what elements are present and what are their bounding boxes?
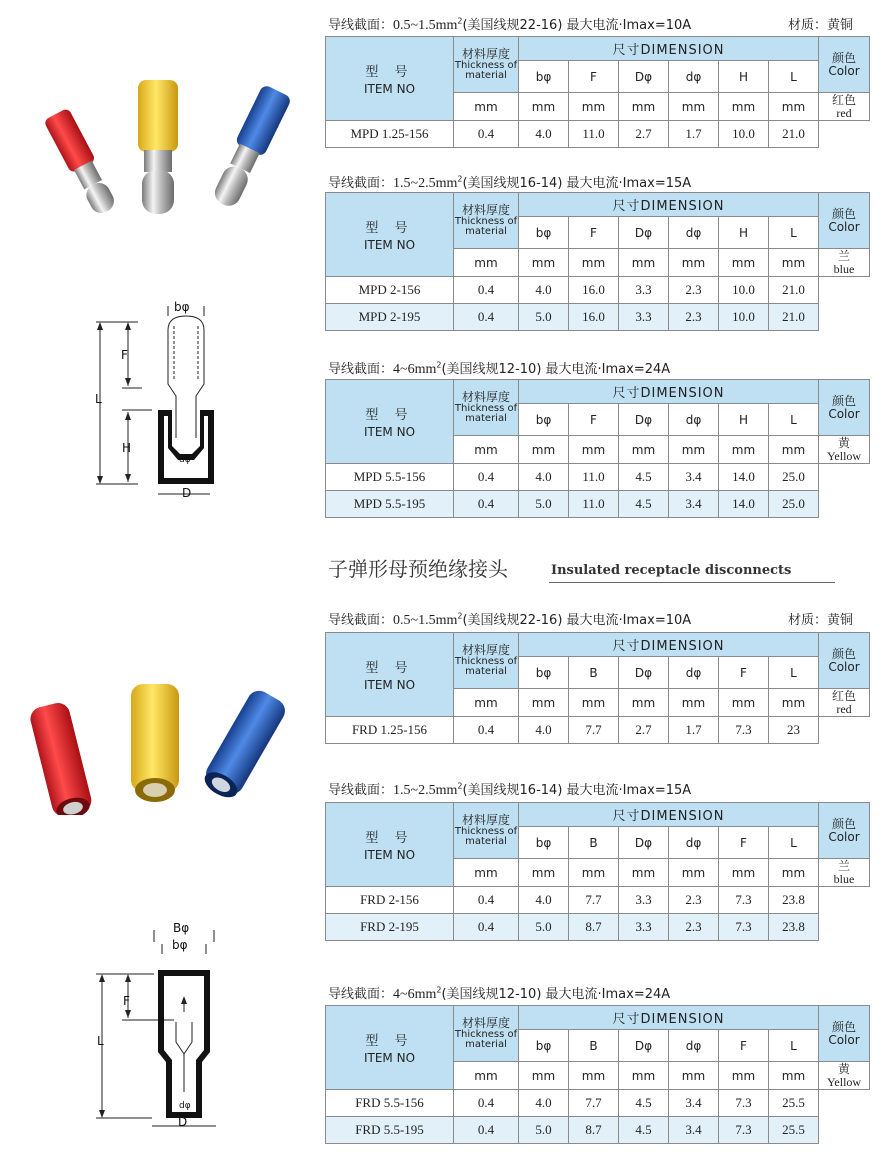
color-name-cn: 兰 xyxy=(837,249,850,263)
dimension-value: 25.0 xyxy=(769,491,819,518)
yellow-female-connector xyxy=(131,684,179,802)
unit-cell: mm xyxy=(619,1062,669,1090)
dimension-value: 4.0 xyxy=(519,717,569,744)
thickness-value: 0.4 xyxy=(454,914,519,941)
dimension-value: 4.0 xyxy=(519,464,569,491)
column-header-1: F xyxy=(569,217,619,249)
color-name-cn: 红色 xyxy=(831,689,856,703)
unit-cell: mm xyxy=(619,93,669,121)
female-section-title-2 xyxy=(328,779,691,799)
unit-cell: mm xyxy=(769,93,819,121)
column-header-1: F xyxy=(569,404,619,436)
thickness-value: 0.4 xyxy=(454,121,519,148)
material-label-male: 材质：黄铜 xyxy=(788,18,854,33)
item-number: MPD 5.5-195 xyxy=(326,491,454,518)
male-connectors-photo xyxy=(28,70,318,240)
unit-cell: mm xyxy=(769,249,819,277)
title-prefix: 导线截面： xyxy=(328,18,394,33)
unit-cell: mm xyxy=(719,859,769,887)
dimension-value: 3.3 xyxy=(619,914,669,941)
dimension-value: 7.3 xyxy=(719,1117,769,1144)
column-header-5: L xyxy=(769,217,819,249)
diagram-female-f-label: F xyxy=(123,994,130,1008)
column-header-0: bφ xyxy=(519,657,569,689)
dimension-header: 尺寸DIMENSION xyxy=(519,633,819,657)
thickness-header: 材料厚度 Thickness of material xyxy=(454,193,519,249)
column-header-4: F xyxy=(719,827,769,859)
dimension-value: 1.7 xyxy=(669,717,719,744)
dimension-value: 4.5 xyxy=(619,1090,669,1117)
red-female-connector xyxy=(28,700,95,815)
dimension-value: 3.4 xyxy=(669,1117,719,1144)
dimension-value: 10.0 xyxy=(719,304,769,331)
dimension-header: 尺寸DIMENSION xyxy=(519,1006,819,1030)
thickness-header: 材料厚度 Thickness of material xyxy=(454,37,519,93)
dimension-value: 21.0 xyxy=(769,121,819,148)
dimension-value: 11.0 xyxy=(569,464,619,491)
item-number: MPD 5.5-156 xyxy=(326,464,454,491)
color-header: 颜色 Color xyxy=(819,633,870,689)
color-cell xyxy=(819,93,870,121)
table-row xyxy=(326,464,870,491)
color-name-en: red xyxy=(836,702,852,716)
title-range: 1.5~2.5mm xyxy=(393,783,458,798)
color-cell xyxy=(819,249,870,277)
unit-cell: mm xyxy=(569,1062,619,1090)
unit-cell: mm xyxy=(519,249,569,277)
column-header-2: Dφ xyxy=(619,61,669,93)
unit-cell: mm xyxy=(454,859,519,887)
title-awg: (美国线规12-10) xyxy=(441,362,542,377)
column-header-0: bφ xyxy=(519,217,569,249)
dimension-value: 3.4 xyxy=(669,1090,719,1117)
table-row xyxy=(326,1090,870,1117)
color-cell xyxy=(819,859,870,887)
unit-cell: mm xyxy=(519,93,569,121)
column-header-1: B xyxy=(569,1030,619,1062)
unit-cell: mm xyxy=(454,1062,519,1090)
dimension-value: 14.0 xyxy=(719,491,769,518)
title-range: 0.5~1.5mm xyxy=(393,613,458,628)
title-awg: (美国线规16-14) xyxy=(462,783,563,798)
thickness-header: 材料厚度 Thickness of material xyxy=(454,380,519,436)
blue-female-connector xyxy=(199,686,290,803)
female-dimension-drawing xyxy=(92,922,222,1132)
material-label-female: 材质：黄铜 xyxy=(788,613,854,628)
color-name-en: Yellow xyxy=(826,1075,862,1089)
dimension-value: 4.0 xyxy=(519,277,569,304)
unit-cell: mm xyxy=(669,436,719,464)
red-male-connector xyxy=(43,108,119,218)
unit-cell: mm xyxy=(569,859,619,887)
dimension-value: 3.3 xyxy=(619,277,669,304)
column-header-4: F xyxy=(719,1030,769,1062)
dimension-value: 23.8 xyxy=(769,914,819,941)
item-number: MPD 2-156 xyxy=(326,277,454,304)
table-row xyxy=(326,717,870,744)
male-spec-table-2 xyxy=(325,192,870,331)
female-spec-table-2 xyxy=(325,802,870,941)
column-header-5: L xyxy=(769,404,819,436)
dimension-value: 11.0 xyxy=(569,491,619,518)
dimension-value: 23 xyxy=(769,717,819,744)
column-header-4: H xyxy=(719,217,769,249)
thickness-header: 材料厚度 Thickness of material xyxy=(454,803,519,859)
dimension-value: 3.3 xyxy=(619,887,669,914)
column-header-0: bφ xyxy=(519,827,569,859)
unit-cell: mm xyxy=(519,436,569,464)
dimension-value: 23.8 xyxy=(769,887,819,914)
unit-cell: mm xyxy=(519,689,569,717)
column-header-3: dφ xyxy=(669,61,719,93)
column-header-3: dφ xyxy=(669,217,719,249)
item-no-header: 型 号 ITEM NO xyxy=(326,1006,454,1090)
title-sup: 2 xyxy=(457,611,463,621)
color-name-en: blue xyxy=(833,872,855,886)
table-row xyxy=(326,121,870,148)
unit-cell: mm xyxy=(769,1062,819,1090)
color-name-cn: 黄 xyxy=(837,436,850,450)
dimension-value: 25.5 xyxy=(769,1090,819,1117)
color-header: 颜色 Color xyxy=(819,380,870,436)
dimension-value: 8.7 xyxy=(569,1117,619,1144)
unit-cell: mm xyxy=(569,689,619,717)
dimension-value: 1.7 xyxy=(669,121,719,148)
male-section-title-1 xyxy=(328,14,691,34)
title-current: 最大电流·Imax=24A xyxy=(545,987,671,1002)
column-header-3: dφ xyxy=(669,657,719,689)
unit-cell: mm xyxy=(769,859,819,887)
item-number: FRD 5.5-195 xyxy=(326,1117,454,1144)
male-dimension-drawing xyxy=(92,300,222,500)
unit-cell: mm xyxy=(769,436,819,464)
blue-male-connector xyxy=(208,84,292,211)
title-range: 0.5~1.5mm xyxy=(393,18,458,33)
column-header-1: F xyxy=(569,61,619,93)
dimension-value: 5.0 xyxy=(519,304,569,331)
dimension-header: 尺寸DIMENSION xyxy=(519,803,819,827)
female-spec-table-1 xyxy=(325,632,870,744)
unit-cell: mm xyxy=(454,93,519,121)
item-no-header: 型 号 ITEM NO xyxy=(326,380,454,464)
title-awg: (美国线规22-16) xyxy=(462,18,563,33)
unit-cell: mm xyxy=(669,1062,719,1090)
unit-cell: mm xyxy=(719,93,769,121)
dimension-value: 5.0 xyxy=(519,914,569,941)
title-prefix: 导线截面： xyxy=(328,613,394,628)
dimension-value: 3.3 xyxy=(619,304,669,331)
dimension-value: 16.0 xyxy=(569,304,619,331)
column-header-4: H xyxy=(719,61,769,93)
unit-cell: mm xyxy=(569,249,619,277)
dimension-value: 25.0 xyxy=(769,464,819,491)
diagram-male-d-small-label: dφ xyxy=(179,455,191,465)
unit-cell: mm xyxy=(719,436,769,464)
diagram-male-h-label: H xyxy=(122,441,132,455)
title-awg: (美国线规16-14) xyxy=(462,176,563,191)
male-spec-table-3 xyxy=(325,379,870,518)
title-awg: (美国线规22-16) xyxy=(462,613,563,628)
table-row xyxy=(326,304,870,331)
thickness-value: 0.4 xyxy=(454,887,519,914)
column-header-0: bφ xyxy=(519,1030,569,1062)
dimension-value: 4.0 xyxy=(519,1090,569,1117)
color-header: 颜色 Color xyxy=(819,1006,870,1062)
unit-cell: mm xyxy=(619,436,669,464)
dimension-value: 25.5 xyxy=(769,1117,819,1144)
receptacle-heading-cn: 子弹形母预绝缘接头 xyxy=(328,557,508,581)
column-header-4: F xyxy=(719,657,769,689)
dimension-value: 7.7 xyxy=(569,717,619,744)
column-header-3: dφ xyxy=(669,827,719,859)
title-sup: 2 xyxy=(436,360,442,370)
color-name-en: red xyxy=(836,106,852,120)
dimension-value: 4.5 xyxy=(619,464,669,491)
column-header-5: L xyxy=(769,657,819,689)
color-name-en: Yellow xyxy=(826,449,862,463)
thickness-value: 0.4 xyxy=(454,464,519,491)
thickness-value: 0.4 xyxy=(454,1117,519,1144)
unit-cell: mm xyxy=(669,93,719,121)
dimension-header: 尺寸DIMENSION xyxy=(519,193,819,217)
item-number: FRD 2-156 xyxy=(326,887,454,914)
column-header-0: bφ xyxy=(519,61,569,93)
dimension-value: 7.7 xyxy=(569,887,619,914)
dimension-value: 7.3 xyxy=(719,914,769,941)
title-sup: 2 xyxy=(457,16,463,26)
table-row xyxy=(326,914,870,941)
color-name-en: blue xyxy=(833,262,855,276)
dimension-value: 5.0 xyxy=(519,491,569,518)
dimension-value: 21.0 xyxy=(769,304,819,331)
receptacle-heading-en: Insulated receptacle disconnects xyxy=(551,563,792,578)
diagram-female-l-label: L xyxy=(97,1034,104,1048)
dimension-value: 2.3 xyxy=(669,277,719,304)
title-sup: 2 xyxy=(457,174,463,184)
title-sup: 2 xyxy=(436,985,442,995)
column-header-2: Dφ xyxy=(619,657,669,689)
color-header: 颜色 Color xyxy=(819,37,870,93)
heading-underline xyxy=(549,582,835,583)
male-spec-table-1 xyxy=(325,36,870,148)
male-section-title-3 xyxy=(328,358,670,378)
column-header-5: L xyxy=(769,61,819,93)
dimension-value: 14.0 xyxy=(719,464,769,491)
dimension-value: 21.0 xyxy=(769,277,819,304)
diagram-female-d-big-label: D xyxy=(178,1115,188,1129)
diagram-male-f-label: F xyxy=(121,348,128,362)
dimension-value: 16.0 xyxy=(569,277,619,304)
title-current: 最大电流·Imax=10A xyxy=(566,613,692,628)
thickness-header: 材料厚度 Thickness of material xyxy=(454,633,519,689)
unit-cell: mm xyxy=(454,436,519,464)
unit-cell: mm xyxy=(519,859,569,887)
color-name-cn: 红色 xyxy=(831,93,856,107)
unit-cell: mm xyxy=(619,689,669,717)
column-header-2: Dφ xyxy=(619,217,669,249)
male-section-title-2 xyxy=(328,172,691,192)
color-name-cn: 黄 xyxy=(837,1062,850,1076)
unit-cell: mm xyxy=(569,93,619,121)
dimension-header: 尺寸DIMENSION xyxy=(519,380,819,404)
title-current: 最大电流·Imax=15A xyxy=(566,783,692,798)
female-section-title-3 xyxy=(328,983,670,1003)
thickness-value: 0.4 xyxy=(454,491,519,518)
item-no-header: 型 号 ITEM NO xyxy=(326,633,454,717)
color-cell xyxy=(819,436,870,464)
thickness-value: 0.4 xyxy=(454,304,519,331)
column-header-2: Dφ xyxy=(619,1030,669,1062)
table-row xyxy=(326,277,870,304)
dimension-value: 3.4 xyxy=(669,491,719,518)
dimension-value: 4.5 xyxy=(619,491,669,518)
diagram-male-l-label: L xyxy=(95,392,102,406)
unit-cell: mm xyxy=(454,249,519,277)
diagram-female-big-b-label: Bφ xyxy=(173,921,190,935)
dimension-value: 11.0 xyxy=(569,121,619,148)
diagram-female-b-label: bφ xyxy=(172,938,188,952)
column-header-2: Dφ xyxy=(619,827,669,859)
column-header-5: L xyxy=(769,1030,819,1062)
unit-cell: mm xyxy=(669,249,719,277)
unit-cell: mm xyxy=(719,249,769,277)
dimension-value: 2.7 xyxy=(619,121,669,148)
column-header-1: B xyxy=(569,657,619,689)
item-no-header: 型 号 ITEM NO xyxy=(326,193,454,277)
dimension-header: 尺寸DIMENSION xyxy=(519,37,819,61)
column-header-3: dφ xyxy=(669,1030,719,1062)
dimension-value: 5.0 xyxy=(519,1117,569,1144)
title-prefix: 导线截面： xyxy=(328,362,394,377)
item-no-header: 型 号 ITEM NO xyxy=(326,803,454,887)
thickness-value: 0.4 xyxy=(454,1090,519,1117)
dimension-value: 2.3 xyxy=(669,304,719,331)
dimension-value: 2.7 xyxy=(619,717,669,744)
table-row xyxy=(326,491,870,518)
column-header-2: Dφ xyxy=(619,404,669,436)
unit-cell: mm xyxy=(619,249,669,277)
dimension-value: 4.5 xyxy=(619,1117,669,1144)
unit-cell: mm xyxy=(669,689,719,717)
table-row xyxy=(326,1117,870,1144)
column-header-3: dφ xyxy=(669,404,719,436)
title-current: 最大电流·Imax=10A xyxy=(566,18,692,33)
unit-cell: mm xyxy=(669,859,719,887)
diagram-male-b-label: bφ xyxy=(174,300,190,314)
table-row xyxy=(326,887,870,914)
item-number: MPD 1.25-156 xyxy=(326,121,454,148)
thickness-value: 0.4 xyxy=(454,277,519,304)
color-header: 颜色 Color xyxy=(819,193,870,249)
yellow-male-connector xyxy=(138,80,178,214)
item-number: MPD 2-195 xyxy=(326,304,454,331)
dimension-value: 4.0 xyxy=(519,121,569,148)
item-number: FRD 5.5-156 xyxy=(326,1090,454,1117)
item-number: FRD 2-195 xyxy=(326,914,454,941)
unit-cell: mm xyxy=(769,689,819,717)
title-prefix: 导线截面： xyxy=(328,987,394,1002)
unit-cell: mm xyxy=(454,689,519,717)
item-no-header: 型 号 ITEM NO xyxy=(326,37,454,121)
dimension-value: 7.7 xyxy=(569,1090,619,1117)
unit-cell: mm xyxy=(569,436,619,464)
color-cell xyxy=(819,1062,870,1090)
unit-cell: mm xyxy=(519,1062,569,1090)
title-prefix: 导线截面： xyxy=(328,176,394,191)
title-prefix: 导线截面： xyxy=(328,783,394,798)
title-sup: 2 xyxy=(457,781,463,791)
diagram-female-d-small-label: dφ xyxy=(179,1101,191,1111)
dimension-value: 10.0 xyxy=(719,121,769,148)
column-header-0: bφ xyxy=(519,404,569,436)
dimension-value: 7.3 xyxy=(719,717,769,744)
dimension-value: 7.3 xyxy=(719,1090,769,1117)
title-current: 最大电流·Imax=15A xyxy=(566,176,692,191)
unit-cell: mm xyxy=(619,859,669,887)
unit-cell: mm xyxy=(719,1062,769,1090)
unit-cell: mm xyxy=(719,689,769,717)
female-spec-table-3 xyxy=(325,1005,870,1144)
dimension-value: 3.4 xyxy=(669,464,719,491)
color-name-cn: 兰 xyxy=(837,859,850,873)
dimension-value: 7.3 xyxy=(719,887,769,914)
dimension-value: 8.7 xyxy=(569,914,619,941)
title-range: 4~6mm xyxy=(393,362,437,377)
color-cell xyxy=(819,689,870,717)
thickness-header: 材料厚度 Thickness of material xyxy=(454,1006,519,1062)
diagram-male-d-big-label: D xyxy=(182,486,192,500)
title-current: 最大电流·Imax=24A xyxy=(545,362,671,377)
column-header-5: L xyxy=(769,827,819,859)
column-header-1: B xyxy=(569,827,619,859)
column-header-4: H xyxy=(719,404,769,436)
dimension-value: 10.0 xyxy=(719,277,769,304)
title-awg: (美国线规12-10) xyxy=(441,987,542,1002)
title-range: 4~6mm xyxy=(393,987,437,1002)
female-section-title-1 xyxy=(328,609,691,629)
female-connectors-photo xyxy=(10,680,300,815)
dimension-value: 2.3 xyxy=(669,914,719,941)
color-header: 颜色 Color xyxy=(819,803,870,859)
dimension-value: 2.3 xyxy=(669,887,719,914)
dimension-value: 4.0 xyxy=(519,887,569,914)
item-number: FRD 1.25-156 xyxy=(326,717,454,744)
title-range: 1.5~2.5mm xyxy=(393,176,458,191)
thickness-value: 0.4 xyxy=(454,717,519,744)
